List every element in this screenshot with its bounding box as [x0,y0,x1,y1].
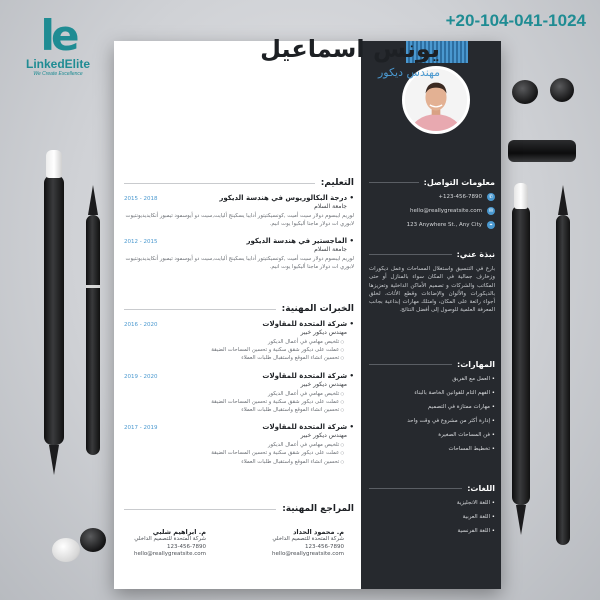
degree-description: لوريم ايبسوم دولار سيت أميت ,كونسيكتيتور أدايبا يسكينج أليايت,سيت دو أيوسمود تيمبور أنكايديديونتيوت لابوري ات دولار ماجنا أليكيوا يوت انيم. [125,256,354,270]
skills-header [369,360,495,369]
duty-item: ○ تحسين انشاء الموقع واستقبال طلبات العملاء [124,458,344,466]
skill-item: • مهارات ممتازة في التصميم [369,400,495,414]
job-role: مهندس ديكور خبير [300,329,347,336]
experience-section [124,304,354,466]
skills-list [369,372,495,456]
brand-name: LinkedElite [25,57,90,71]
pen-left-2-band [86,285,100,288]
contact-header [369,178,495,187]
skill-item: • العمل مع الفريق [369,372,495,386]
pen-left-2 [86,215,100,455]
reference-card [272,528,344,559]
duty-item: ○ تحسين انشاء الموقع واستقبال طلبات العملاء [124,354,344,362]
pen-right-2-tip [558,185,568,215]
language-item: • اللغة الفرنسية [369,524,495,538]
about-heading: نبذة عني: [456,250,495,259]
experience-entry [124,320,354,363]
pen-right-1-cap [514,183,528,209]
duty-item: ○ تحسين انشاء الموقع واستقبال طلبات العملاء [124,406,344,414]
contact-phone: +123-456-7890 [438,194,482,200]
pen-left-1-tip [49,445,59,475]
reference-role: شركة المتحدة للتصميم الداخلي [134,536,206,542]
experience-heading: الخبرات المهنية: [281,304,354,314]
contact-address-row [369,221,495,229]
resume-name: يونس اسماعيل [260,35,440,63]
divider [369,182,419,183]
contact-phone-row [369,193,495,201]
pen-left-1 [44,175,64,445]
cap-black-right-2 [550,78,574,102]
duty-item: ○ تلخيص مهامي في أعمال الديكور [124,441,344,449]
reference-name: م. محمود الحداد [293,528,344,536]
reference-email: hello@reallygreatsite.com [272,551,344,557]
about-text: بارع في التنسيق واستغلال المساحات وعمل ديكورات وزخارف جمالية في المكان سواء بالمنازل أو حتى المكاتب والشركات و تصميم الأماكن الداخلية وتعزيزها بالديكورات والألوان والإضاءات وقطع الأثاث، لخلق أجواء رائعة على المكان، وامتلك مهارات إبداعية بجانب المعرفة العلمية للوصول إلى أفضل النتائج. [369,266,495,314]
pen-left-2-tip [88,185,98,215]
job-duties [124,338,344,363]
company-name: • شركة المتحدة للمقاولات [262,320,354,328]
skills-section [369,360,495,456]
languages-section [369,484,495,538]
degree-name: • الماجستير في هندسة الديكور [246,237,354,245]
duty-item: ○ تلخيص مهامي في أعمال الديكور [124,338,344,346]
reference-phone: 123-456-7890 [167,543,206,550]
phone-icon: ✆ [488,194,494,200]
language-item: • اللغة العربية [369,510,495,524]
brand-logo [18,11,98,77]
references-list [134,528,344,559]
email-icon: ✉ [488,208,494,214]
skill-item: • الفهم التام للقوانين الخاصة بالبناء [369,386,495,400]
job-dates: 2016 - 2020 [124,322,158,328]
company-name: • شركة المتحدة للمقاولات [262,372,354,380]
about-section [369,250,495,315]
contact-address: 123 Anywhere St., Any City [406,222,482,228]
brand-phone: +20-104-041-1024 [445,11,586,30]
degree-description: لوريم ايبسوم دولار سيت أميت ,كونسيكتيتور أدايبا يسكينج أليايت,سيت دو أيوسمود تيمبور أنكايديديونتيوت لابوري ات دولار ماجنا أليكيوا يوت انيم. [125,213,354,227]
job-duties [124,441,344,466]
pen-right-1-tip [516,505,526,535]
references-heading: المراجع المهنية: [282,504,354,514]
contact-heading: معلومات التواصل: [423,178,495,187]
duty-item: ○ تلخيص مهامي في أعمال الديكور [124,390,344,398]
job-dates: 2017 - 2019 [124,425,158,432]
experience-entry [124,372,354,415]
divider [124,183,315,184]
contact-email: hello@reallygreatsite.com [410,208,482,214]
skill-item: • إدارة أكثر من مشروع في وقت واحد [369,414,495,428]
brand-tagline: We Create Excellence [33,71,83,77]
languages-header [369,484,495,493]
education-header [124,178,354,188]
pen-top-horizontal [508,140,576,162]
duty-item: ○ عملت على ديكور شقق سكنية و تحسين المساحات الضيقة [124,449,344,457]
experience-entry [124,423,354,466]
job-role: مهندس ديكور خبير [300,432,347,440]
job-role: مهندس ديكور خبير [300,380,347,388]
reference-role: شركة المتحدة للتصميم الداخلي [272,536,344,542]
duty-item: ○ عملت على ديكور شقق سكنية و تحسين المساحات الضيقة [124,346,344,354]
divider [124,509,276,510]
job-dates: 2019 - 2020 [124,373,158,380]
divider [369,254,452,255]
contact-email-row [369,207,495,215]
contact-section [369,178,495,229]
pen-right-2 [556,215,570,545]
cap-black-left [80,528,106,552]
about-header [369,250,495,259]
company-name: • شركة المتحدة للمقاولات [262,423,354,431]
job-duties [124,390,344,415]
education-heading: التعليم: [320,178,354,188]
degree-name: • درجة البكالوريوس في هندسة الديكور [219,194,354,202]
languages-heading: اللغات: [467,484,495,493]
degree-dates: 2012 - 2015 [124,239,158,245]
pen-right-1 [512,205,530,505]
language-item: • اللغة الانجليزية [369,496,495,510]
brand-mark: le [40,11,76,60]
reference-card [134,528,206,559]
references-header [124,504,354,514]
skills-heading: المهارات: [457,360,495,369]
cap-white [52,538,80,562]
school-name: جامعة السلام [314,203,347,210]
reference-email: hello@reallygreatsite.com [134,551,206,557]
divider [369,364,452,365]
education-entry [124,194,354,228]
references-section [124,504,354,514]
cap-black-right-1 [512,80,538,104]
pen-left-1-cap [46,150,62,178]
divider [124,309,276,310]
school-name: جامعة السلام [314,246,347,253]
resume-title: مهندس ديكور [377,66,440,79]
duty-item: ○ عملت على ديكور شقق سكنية و تحسين المساحات الضيقة [124,398,344,406]
location-icon: ⌖ [487,221,495,229]
skill-item: • تخطيط المساحات [369,442,495,456]
education-section [124,178,354,271]
reference-phone: 123-456-7890 [305,543,344,550]
experience-header [124,304,354,314]
degree-dates: 2015 - 2018 [124,196,158,202]
education-entry [124,237,354,271]
divider [369,488,462,489]
reference-name: م. ابراهيم شلبي [152,528,206,536]
languages-list [369,496,495,538]
skill-item: • فن المساحات الصغيرة [369,428,495,442]
